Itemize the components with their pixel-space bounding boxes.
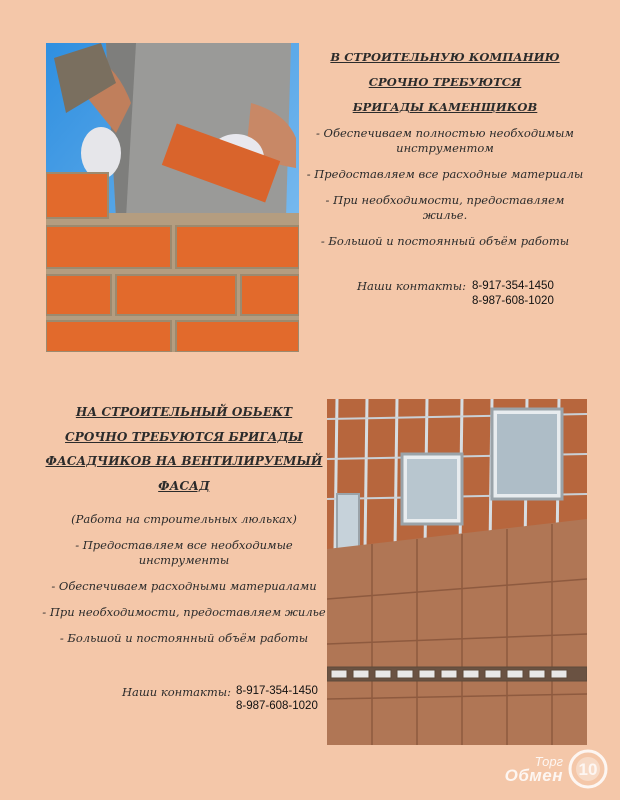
benefit-item: - Обеспечиваем расходными материалами <box>51 579 317 593</box>
benefit-item: - При необходимости, предоставляем жилье <box>42 605 326 619</box>
contacts-label: Наши контакты: <box>357 279 466 293</box>
work-note: (Работа на строительных люльках) <box>71 512 297 526</box>
benefit-item: - Предоставляем все расходные материалы <box>306 167 584 181</box>
bricklayers-heading <box>302 45 588 120</box>
watermark-badge-text: 10 <box>578 760 598 779</box>
benefit-item: - Обеспечиваем полностью необходимым инструментом <box>316 126 574 155</box>
facade-heading <box>40 400 328 498</box>
phone-number[interactable]: 8-987-608-1020 <box>236 700 318 712</box>
benefit-item: - Большой и постоянный объём работы <box>320 234 570 248</box>
benefit-item: - Предоставляем все необходимые инструменты <box>75 538 293 567</box>
heading-line: В СТРОИТЕЛЬНУЮ КОМПАНИЮ <box>330 50 560 64</box>
watermark-line: Обмен <box>504 766 563 785</box>
heading-line: ФАСАД <box>158 478 210 493</box>
watermark-line: Торг <box>534 754 563 769</box>
heading-line: СРОЧНО ТРЕБУЮТСЯ БРИГАДЫ <box>65 429 303 444</box>
phone-number[interactable]: 8-987-608-1020 <box>472 295 554 307</box>
heading-line: НА СТРОИТЕЛЬНЫЙ ОБЬЕКТ <box>75 405 293 419</box>
facade-workers-ad <box>40 400 328 646</box>
phone-number[interactable]: 8-917-354-1450 <box>472 280 554 292</box>
facade-photo <box>327 399 587 745</box>
heading-line: СРОЧНО ТРЕБУЮТСЯ <box>368 75 522 89</box>
heading-line: БРИГАДЫ КАМЕНЩИКОВ <box>352 100 538 114</box>
bricklayer-photo <box>46 43 299 352</box>
heading-line: ФАСАДЧИКОВ НА ВЕНТИЛИРУЕМЫЙ <box>45 454 323 468</box>
benefit-item: - При необходимости, предоставляем жилье. <box>325 193 565 222</box>
phone-number[interactable]: 8-917-354-1450 <box>236 685 318 697</box>
contacts-label: Наши контакты: <box>122 685 231 699</box>
torgobmen-watermark <box>505 747 610 791</box>
benefit-item: - Большой и постоянный объём работы <box>59 631 309 645</box>
watermark-badge-icon <box>566 747 610 791</box>
watermark-text <box>505 755 563 783</box>
bricklayers-ad <box>302 45 588 249</box>
